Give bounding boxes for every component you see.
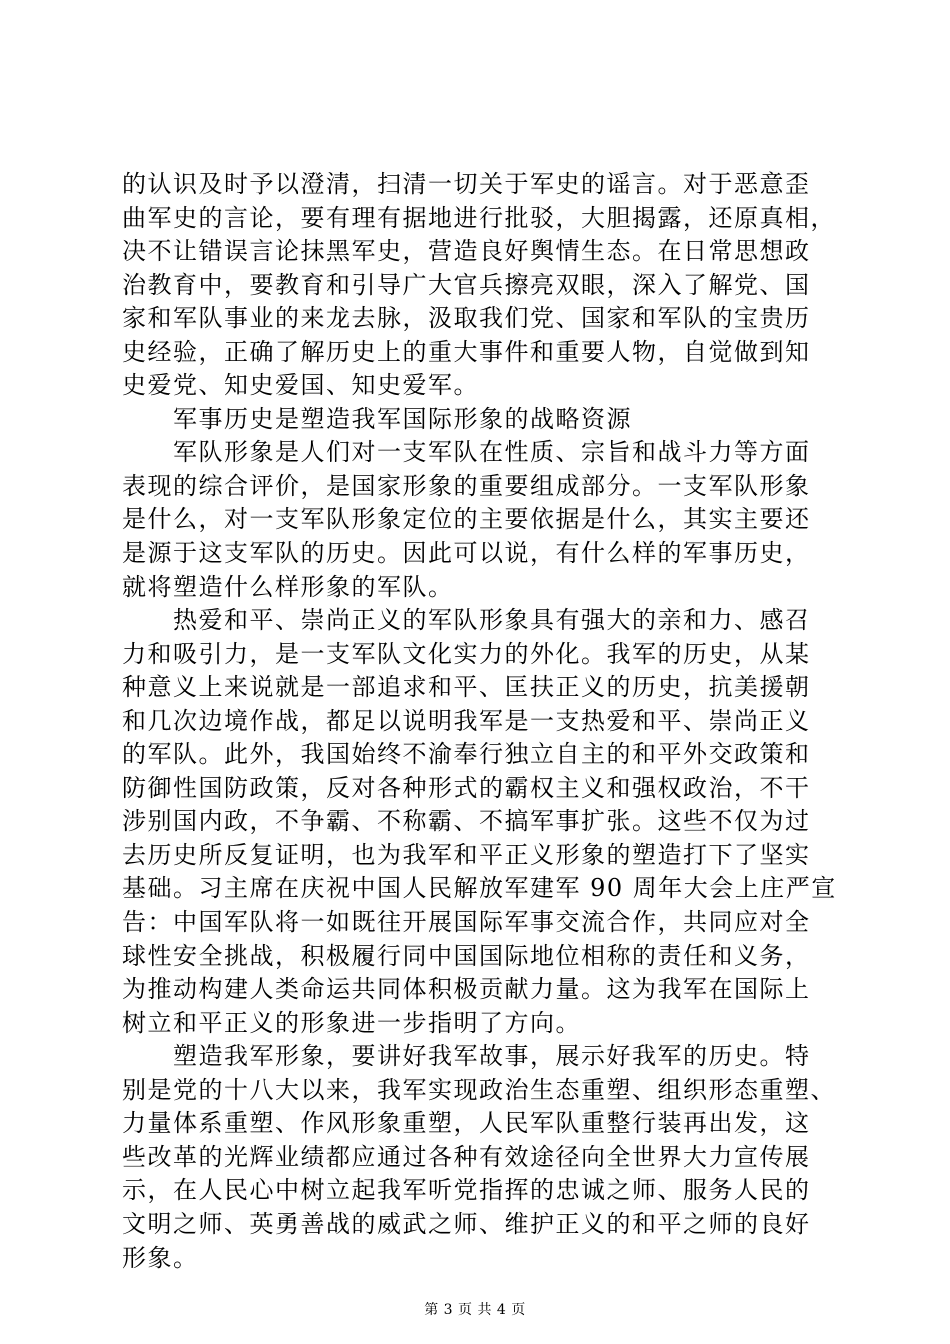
text-line: 的认识及时予以澄清，扫清一切关于军史的谣言。对于恶意歪 xyxy=(122,170,811,198)
section-heading: 军事历史是塑造我军国际形象的战略资源 xyxy=(122,404,632,433)
document-body xyxy=(122,168,837,1275)
text-line: 形象。 xyxy=(122,1243,199,1272)
text-line: 塑造我军形象，要讲好我军故事，展示好我军的历史。特 xyxy=(122,1042,811,1071)
text-line: 告：中国军队将一如既往开展国际军事交流合作，共同应对全 xyxy=(122,908,811,937)
text-line: 示，在人民心中树立起我军听党指挥的忠诚之师、服务人民的 xyxy=(122,1176,811,1205)
text-line: 防御性国防政策，反对各种形式的霸权主义和强权政治，不干 xyxy=(122,773,811,802)
text-line: 表现的综合评价，是国家形象的重要组成部分。一支军队形象 xyxy=(122,471,811,500)
text-line: 治教育中，要教育和引导广大官兵擦亮双眼，深入了解党、国 xyxy=(122,270,811,299)
text-line: 文明之师、英勇善战的威武之师、维护正义的和平之师的良好 xyxy=(122,1209,811,1238)
text-line: 就将塑造什么样形象的军队。 xyxy=(122,572,454,601)
text-line: 球性安全挑战，积极履行同中国国际地位相称的责任和义务， xyxy=(122,941,811,970)
text-line: 史经验，正确了解历史上的重大事件和重要人物，自觉做到知 xyxy=(122,337,811,366)
text-line: 热爱和平、崇尚正义的军队形象具有强大的亲和力、感召 xyxy=(122,606,811,635)
text-line: 别是党的十八大以来，我军实现政治生态重塑、组织形态重塑、 xyxy=(122,1075,836,1104)
text-line: 决不让错误言论抹黑军史，营造良好舆情生态。在日常思想政 xyxy=(122,237,811,266)
text-line: 树立和平正义的形象进一步指明了方向。 xyxy=(122,1008,581,1037)
text-line: 家和军队事业的来龙去脉，汲取我们党、国家和军队的宝贵历 xyxy=(122,304,811,333)
text-line: 些改革的光辉业绩都应通过各种有效途径向全世界大力宣传展 xyxy=(122,1142,811,1171)
text-line: 种意义上来说就是一部追求和平、匡扶正义的历史，抗美援朝 xyxy=(122,673,811,702)
text-line: 史爱党、知史爱国、知史爱军。 xyxy=(122,371,479,400)
text-line: 为推动构建人类命运共同体积极贡献力量。这为我军在国际上 xyxy=(122,975,811,1004)
text-line: 去历史所反复证明，也为我军和平正义形象的塑造打下了坚实 xyxy=(122,840,811,869)
text-line: 军队形象是人们对一支军队在性质、宗旨和战斗力等方面 xyxy=(122,438,811,467)
text-line: 力和吸引力，是一支军队文化实力的外化。我军的历史，从某 xyxy=(122,639,811,668)
text-line: 是什么，对一支军队形象定位的主要依据是什么，其实主要还 xyxy=(122,505,811,534)
text-line: 涉别国内政，不争霸、不称霸、不搞军事扩张。这些不仅为过 xyxy=(122,807,811,836)
page-number-footer: 第 3 页 共 4 页 xyxy=(424,1302,526,1318)
text-line: 和几次边境作战，都足以说明我军是一支热爱和平、崇尚正义 xyxy=(122,706,811,735)
text-line: 曲军史的言论，要有理有据地进行批驳，大胆揭露，还原真相， xyxy=(122,203,836,232)
text-line: 的军队。此外，我国始终不渝奉行独立自主的和平外交政策和 xyxy=(122,740,811,769)
text-line: 是源于这支军队的历史。因此可以说，有什么样的军事历史， xyxy=(122,539,811,568)
text-line: 力量体系重塑、作风形象重塑，人民军队重整行装再出发，这 xyxy=(122,1109,811,1138)
text-line: 基础。习主席在庆祝中国人民解放军建军 90 周年大会上庄严宣 xyxy=(122,874,837,903)
